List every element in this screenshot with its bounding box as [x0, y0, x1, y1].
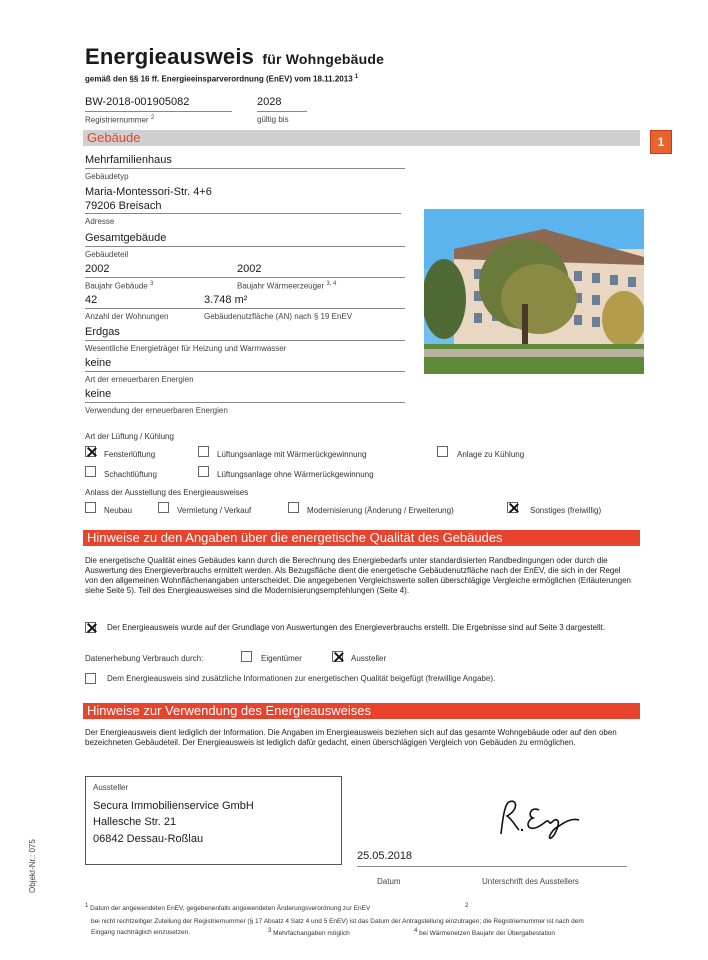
year-generator-label: Baujahr Wärmeerzeuger $^{3, 4}$	[237, 281, 337, 291]
divider	[85, 213, 401, 214]
occasion-option-label: Sonstiges (freiwillig)	[530, 506, 602, 515]
section-title-usage: Hinweise zur Verwendung des Energieausweises	[87, 703, 371, 718]
divider	[85, 277, 405, 278]
footnote-4: $^4$ bei Wärmenetzen Baujahr der Übergabestation	[414, 928, 556, 938]
checkbox-modernisierung[interactable]	[288, 502, 299, 513]
registry-label: Registriernummer $^2$	[85, 115, 155, 125]
divider	[85, 308, 405, 309]
ventilation-option-label: Lüftungsanlage ohne Wärmerückgewinnung	[217, 470, 374, 479]
title-main: Energieausweis	[85, 44, 255, 69]
area-value: 3.748 m²	[204, 294, 248, 306]
occasion-label: Anlass der Ausstellung des Energieausweises	[85, 488, 249, 497]
subtitle-text: gemäß den §§ 16 ff. Energieeinsparverordnung (EnEV) vom 18.11.2013	[85, 74, 353, 84]
issuer-option-label: Aussteller	[351, 654, 387, 663]
document-subtitle	[85, 74, 358, 84]
renewable-use-value: keine	[85, 388, 112, 400]
occasion-option-label: Neubau	[104, 506, 133, 515]
divider	[85, 371, 405, 372]
checkbox-fensterlueftung[interactable]	[85, 446, 96, 457]
valid-until-label: gültig bis	[257, 115, 289, 124]
year-generator-value: 2002	[237, 263, 262, 275]
checkbox-eigentuemer[interactable]	[241, 651, 252, 662]
building-part-value: Gesamtgebäude	[85, 232, 167, 244]
page-number-badge: 1	[650, 130, 672, 154]
registry-number: BW-2018-001905082	[85, 96, 190, 108]
subtitle-sup: 1	[354, 74, 359, 80]
building-illustration	[424, 209, 644, 374]
title-sub: für Wohngebäude	[262, 51, 385, 67]
renewable-type-label: Art der erneuerbaren Energien	[85, 375, 194, 384]
checkbox-aussteller[interactable]	[332, 651, 343, 662]
footnote-2: bei nicht rechtzeitiger Zuteilung der Registriernummer (§ 17 Absatz 4 Satz 4 und 5 EnEV) ist das Datum der Antragstellung einzutragen; die Registriernummer ist nach dem Eingang nachträglich einzusetzen.	[91, 918, 584, 936]
divider	[357, 866, 627, 867]
divider	[257, 111, 307, 112]
checkbox-kuehlung[interactable]	[437, 446, 448, 457]
occasion-option-label: Vermietung / Verkauf	[177, 506, 252, 515]
checkbox-lueftung-mit-wrg[interactable]	[198, 446, 209, 457]
section-bar-usage	[83, 703, 640, 719]
data-collection-label: Datenerhebung Verbrauch durch:	[85, 654, 204, 663]
renewable-use-label: Verwendung der erneuerbaren Energien	[85, 406, 228, 415]
divider	[85, 340, 405, 341]
checkbox-neubau[interactable]	[85, 502, 96, 513]
issuer-street: Hallesche Str. 21	[93, 816, 177, 828]
signature	[495, 796, 585, 841]
section-title-building: Gebäude	[87, 130, 141, 145]
ventilation-option-label: Anlage zu Kühlung	[457, 450, 525, 459]
owner-label: Eigentümer	[261, 654, 302, 663]
ventilation-option-label: Fensterlüftung	[104, 450, 156, 459]
occasion-option-label: Modernisierung (Änderung / Erweiterung)	[307, 506, 454, 515]
object-number: Objekt-Nr.: 075	[28, 839, 37, 893]
apartments-value: 42	[85, 294, 98, 306]
signature-label: Unterschrift des Ausstellers	[482, 877, 579, 886]
energy-carrier-label: Wesentliche Energieträger für Heizung und Warmwasser	[85, 344, 287, 353]
divider	[85, 168, 405, 169]
document-title	[85, 44, 384, 70]
address-line-1: Maria-Montessori-Str. 4+6	[85, 186, 212, 198]
checkbox-schachtlueftung[interactable]	[85, 466, 96, 477]
checkbox-sonstiges[interactable]	[507, 502, 518, 513]
year-building-value: 2002	[85, 263, 110, 275]
area-label: Gebäudenutzfläche (AN) nach § 19 EnEV	[204, 312, 353, 321]
section-bar-building	[83, 130, 640, 146]
address-label: Adresse	[85, 217, 115, 226]
issuer-box-label: Aussteller	[93, 783, 129, 792]
date-label: Datum	[377, 877, 401, 886]
signature-mark	[495, 796, 585, 841]
year-building-label: Baujahr Gebäude $^3$	[85, 281, 154, 291]
divider	[85, 246, 405, 247]
ventilation-option-label: Schachtlüftung	[104, 470, 157, 479]
notes-paragraph: Die energetische Qualität eines Gebäudes kann durch die Berechnung des Energiebedarfs unter standardisierten Randbedingungen oder durch die Auswertung des Energieverbrauchs ermittelt werden. Als Bezugsfläche dient die energetische Gebäudenutzfläche nach der EnEV, die sich in der Regel von den allgemeinen Wohnflächenangaben unterscheidet. Die angegebenen Vergleichswerte sollen überschlägige Vergleiche ermöglichen (Erläuterungen siehe Seite 5). Teil des Energieausweises sind die Modernisierungsempfehlungen (Seite 4).	[85, 556, 631, 595]
valid-until-value: 2028	[257, 96, 282, 108]
building-photo	[424, 209, 644, 374]
additional-info-text: Dem Energieausweis sind zusätzliche Informationen zur energetischen Qualität beigefügt (freiwillige Angabe).	[107, 674, 496, 683]
section-bar-notes	[83, 530, 640, 546]
building-part-label: Gebäudeteil	[85, 250, 129, 259]
apartments-label: Anzahl der Wohnungen	[85, 312, 169, 321]
checkbox-lueftung-ohne-wrg[interactable]	[198, 466, 209, 477]
building-type-value: Mehrfamilienhaus	[85, 154, 172, 166]
usage-paragraph: Der Energieausweis dient lediglich der Information. Die Angaben im Energieausweis beziehen sich auf das gesamte Wohngebäude oder auf den oben bezeichneten Gebäudeteil. Der Energieausweis ist lediglich dafür gedacht, einen überschlägigen Vergleich von Gebäuden zu ermöglichen.	[85, 728, 617, 747]
checkbox-consumption-based[interactable]	[85, 622, 96, 633]
issuer-name: Secura Immobilienservice GmbH	[93, 800, 254, 812]
address-line-2: 79206 Breisach	[85, 200, 162, 212]
footnote-1: $^1$ Datum der angewendeten EnEV, gegebenenfalls angewendeten Änderungsverordnung zur EnEV	[85, 903, 371, 913]
checkbox-additional-info[interactable]	[85, 673, 96, 684]
footnote-2-head: 2	[465, 903, 469, 909]
consumption-text: Der Energieausweis wurde auf der Grundlage von Auswertungen des Energieverbrauchs erstellt. Die Ergebnisse sind auf Seite 3 dargestellt.	[107, 623, 606, 632]
footnote-3: $^3$ Mehrfachangaben möglich	[268, 928, 350, 938]
issuer-city: 06842 Dessau-Roßlau	[93, 833, 204, 845]
checkbox-vermietung[interactable]	[158, 502, 169, 513]
ventilation-label: Art der Lüftung / Kühlung	[85, 432, 174, 441]
building-type-label: Gebäudetyp	[85, 172, 129, 181]
issue-date: 25.05.2018	[357, 850, 413, 862]
renewable-type-value: keine	[85, 357, 112, 369]
ventilation-option-label: Lüftungsanlage mit Wärmerückgewinnung	[217, 450, 367, 459]
energy-carrier-value: Erdgas	[85, 326, 120, 338]
section-title-notes: Hinweise zu den Angaben über die energetische Qualität des Gebäudes	[87, 530, 503, 545]
divider	[85, 402, 405, 403]
divider	[85, 111, 232, 112]
